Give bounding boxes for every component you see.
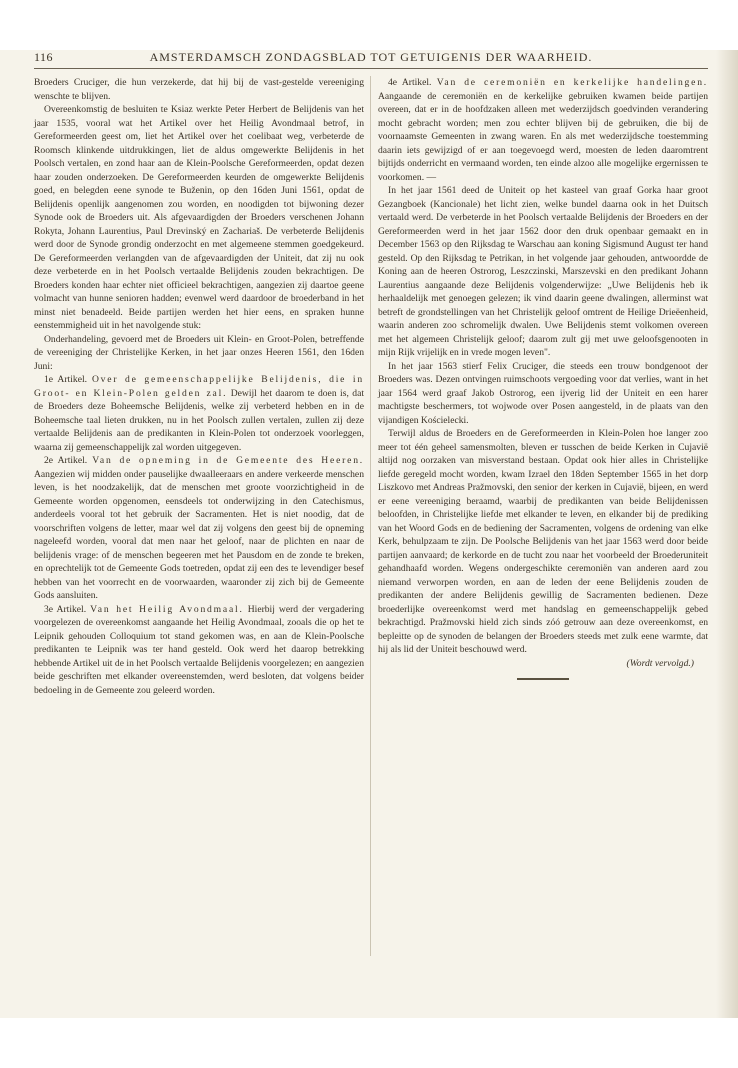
header-rule	[34, 68, 708, 69]
paragraph: Overeenkomstig de besluiten te Ksiaz werkte Peter Herbert de Belijdenis van het jaar 1535, vooral wat het Artikel over het Heilig Avondmaal betrof, in Gereformeerden geest om, liet het Artikel over het coelibaat weg, verbeterde de Roomsch klinkende uitdrukkingen, liet de aldus omgewerkte Belijdenis in het Poolsch vertalen, en zond haar aan de Klein-Poolsche Gereformeerden, opdat dezen haar zouden onderzoeken. De Gereformeerden keurden de omgewerkte Belijdenis goed, en belegden eene synode te Buženin, op den 16den Juni 1561, opdat de Belijdenis openlijk aangenomen zou worden, en noodigden tot bijwoning dezer Synode ook de Broeders uit. Als afgevaardigden der Broeders verschenen Johann Rokyta, Johann Laurentius, Paul Drevinský en Zachariaš. De verbeterde Belijdenis werd door de Synode grondig onderzocht en met algemeene stemmen goedgekeurd. De Gereformeerden verlangden van de afgevaardigden der Uniteit, dat zij nu ook deze verbeterde en in het Poolsch vertaalde Belijdenis zouden bekrachtigen. De Broeders konden haar echter niet officieel bekrachtigen, aangezien zij daartoe geene volmacht van hunne senioren hadden; evenwel werd daardoor de broederband in het minst niet benadeeld. Beide partijen werden het hier eens, en spraken hunne eenstemmigheid uit in het navolgende stuk:	[34, 104, 364, 331]
left-column	[34, 76, 364, 697]
page-number: 116	[34, 50, 54, 64]
article-4	[378, 76, 708, 184]
article-text: Hierbij werd der vergadering voorgelezen de overeenkomst aangaande het Heilig Avondmaal, zooals die op het te Leipnik gehouden Colloquium tot stand gekomen was, en aan de Klein-Poolsche predikanten te Leipnik was ter hand gesteld. Ook werd het daarop betrekking hebbende Artikel uit de in het Poolsch vertaalde Belijdenis voorgelezen; en aangezien beide geschriften met elkander overeenstemden, werd besloten, dat volgens beider bedoeling in de Gemeente zou geleerd worden.	[34, 603, 364, 696]
article-text: Aangezien wij midden onder pauselijke dwaalleeraars en andere verkeerde menschen leven, is het noodzakelijk, dat de menschen met groote voorzichtigheid in de Gemeente worden opgenomen, eensdeels tot onderwijzing in den Catechismus, anderdeels vooral tot het gebruik der Sacramenten. Het is niet noodig, dat de voorschriften volgens de letter, maar wel dat zij volgens den geest bij de opneming nageleefd worden, vooral dat men naar het geloof, naar de plichten en naar de belijdenis vrage: of de menschen begeeren met het Pausdom en de zonde te breken, en oprechtelijk tot de Gemeente Gods toetreden, opdat zij een des te levendiger besef hebben van het voorrecht en de voorwaarden, waaronder zij zich bij de Gemeente Gods aansluiten.	[34, 468, 364, 601]
paragraph: In het jaar 1563 stierf Felix Cruciger, die steeds een trouw bondgenoot der Broeders was. Dezen ontvingen ruimschoots vergoeding voor dat verlies, want in het jaar 1564 werd graaf Jakob Ostrorog, een ijverig lid der Uniteit en een harer machtigste beschermers, tot wojwode over Posen aangesteld, in de plaats van den vijandigen Kościelecki.	[378, 360, 708, 426]
article-lead: 3e Artikel.	[44, 603, 87, 615]
article-title: Van het Heilig Avondmaal.	[90, 603, 244, 615]
paragraph: Onderhandeling, gevoerd met de Broeders uit Klein- en Groot-Polen, betreffende de vereeniging der Christelijke Kerken, in het jaar onzes Heeren 1561, den 16den Juni:	[34, 333, 364, 372]
article-3	[34, 603, 364, 698]
article-title: Van de ceremoniën en kerkelijke handelingen.	[436, 77, 709, 88]
running-head: AMSTERDAMSCH ZONDAGSBLAD TOT GETUIGENIS DER WAARHEID.	[149, 50, 593, 64]
right-column	[378, 76, 708, 680]
paragraph: Broeders Cruciger, die hun verzekerde, dat hij bij de vast-gestelde vereeniging wenschte te blijven.	[34, 77, 364, 102]
article-1	[34, 373, 364, 454]
article-title: Over de gemeenschappelijke Belijdenis, die in Groot- en Klein-Polen gelden zal.	[34, 374, 364, 399]
article-text: Dewijl het daarom te doen is, dat de Broeders deze Boheemsche Belijdenis, welke zij verbeterd hebben en in de Boheemsche taal lieten drukken, nu in het Poolsch zullen vertalen, zullen zij deze vertaalde Belijdenis aan de predikanten in Klein-Polen tot onderzoek voorleggen, waarna zij gemeenschappelijk zal worden uitgegeven.	[34, 387, 364, 453]
article-text: Aangaande de ceremoniën en de kerkelijke gebruiken kwamen beide partijen overeen, dat er in de hoofdzaken alleen met wederzijdsch goedvinden verandering mocht gebracht worden; men zou echter blijven bij de gebruiken, die bij de voornaamste Gemeenten in zwang waren. En als met wederzijdsche toestemming daarin iets gewijzigd of er aan toegevoegd werd, moesten de leden daaromtrent bijtijds onderricht en vermaand worden, ten einde alzoo alle mogelijke ergernissen te voorkomen. —	[378, 90, 708, 183]
article-lead: 2e Artikel.	[44, 455, 88, 466]
paragraph: In het jaar 1561 deed de Uniteit op het kasteel van graaf Gorka haar groot Gezangboek (Kancionale) het licht zien, welke bundel daarna ook in het Duitsch vertaald werd. De verbeterde in het Poolsch vertaalde Belijdenis der Broeders en der Gereformeerden werd in het jaar 1562 door den druk openbaar gemaakt en in December 1563 op den Rijksdag te Warschau aan koning Sigismund August ter hand gesteld. Op den Rijksdag te Petrikan, in het volgende jaar gehouden, antwoordde de Koning aan de heeren Ostrorog, Leszczinski, Marszevski en den predikant Johann Laurentius aangaande deze Belijdenis volgenderwijze: „Uwe Belijdenis heb ik herhaaldelijk met genoegen gelezen; ik vind daarin geene dwalingen, allerminst wat betreft de grondstellingen van het Christelijk geloof omtrent de Heilige Drieëenheid, waarin anderen zoo schromelijk dwalen. Uwe Belijdenis stemt volkomen overeen met het algemeen Christelijk geloof; daarom zult gij met uwe geloofsgenooten in mijn Rijk vrijelijk en in vrede mogen leven".	[378, 185, 708, 358]
article-lead: 1e Artikel.	[44, 374, 88, 385]
end-rule	[517, 678, 569, 680]
to-be-continued: (Wordt vervolgd.)	[626, 657, 694, 669]
article-2	[34, 454, 364, 603]
page-header	[34, 50, 708, 70]
column-divider	[370, 76, 371, 956]
article-lead: 4e Artikel.	[388, 77, 432, 88]
paragraph: Terwijl aldus de Broeders en de Gereformeerden in Klein-Polen hoe langer zoo meer tot één geheel samensmolten, bleven er tusschen de beide Kerken in Cujavië altijd nog oorzaken van misverstand bestaan. Opdat ook hier alles in Christelijke liefde geregeld mocht worden, kwam Izrael den 18den September 1565 in het dorp Liszkovo met Andreas Pražmovski, den senior der kerken in Cujavië, bijeen, en werd er eene vereeniging beraamd, waarbij de predikanten van beide Belijdenissen beloofden, in Christelijke liefde met elkander te leven, en elkander bij de prediking van het Woord Gods en de bediening der Sacramenten, volgens de ordening van elke Kerk, behulpzaam te zijn. De Poolsche Belijdenis van het jaar 1563 werd door beide partijen aanvaard; de kerkorde en de tucht zou naar het voorbeeld der Broederuniteit gehandhaafd worden. Wegens ondergeschikte ceremoniën van anderen aard zou niemand verworpen worden, en aan de leden der eene Belijdenis zouden de predikanten der andere Belijdenis gewillig de Sacramenten bedienen. Deze broederlijke overeenkomst werd met handslag en gemeenschappelijk gebed bekrachtigd. Pražmovski hield zich sinds zóó getrouw aan deze overeenkomst, en bepleitte op de synoden de belangen der Broeders steeds met zulk eene warmte, dat hij als lid der Uniteit beschouwd werd.	[378, 428, 708, 655]
article-title: Van de opneming in de Gemeente des Heeren.	[92, 455, 364, 466]
